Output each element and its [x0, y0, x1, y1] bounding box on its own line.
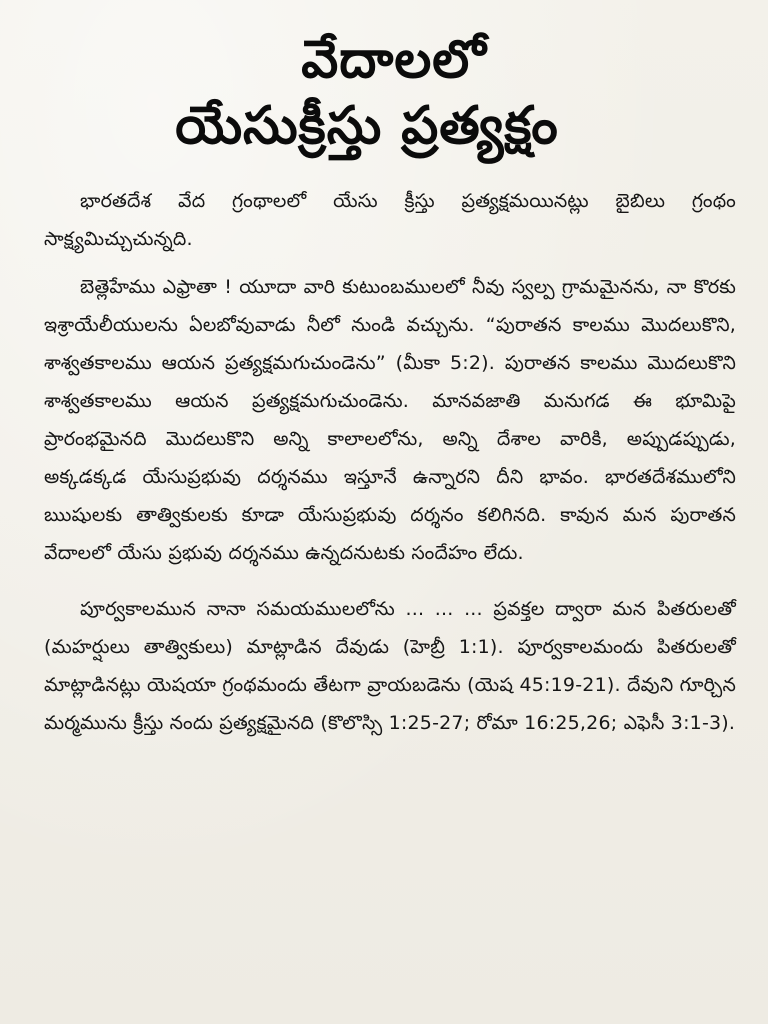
- article-body: [44, 182, 736, 742]
- paragraph-2: బెత్లెహేము ఎఫ్రాతా ! యూదా వారి కుటుంబములలో నీవు స్వల్ప గ్రామమైనను, నా కొరకు ఇశ్రాయేలీయులను ఏలబోవువాడు నీలో నుండి వచ్చును. “పురాతన కాలము మొదలుకొని, శాశ్వతకాలము ఆయన ప్రత్యక్షమగుచుండెను” (మీకా 5:2). పురాతన కాలము మొదలుకొని శాశ్వతకాలము ఆయన ప్రత్యక్షమగుచుండెను. మానవజాతి మనుగడ ఈ భూమిపై ప్రారంభమైనది మొదలుకొని అన్ని కాలాలలోను, అన్ని దేశాల వారికి, అప్పుడప్పుడు, అక్కడక్కడ యేసుప్రభువు దర్శనము ఇస్తూనే ఉన్నారని దీని భావం. భారతదేశములోని ఋషులకు తాత్వికులకు కూడా యేసుప్రభువు దర్శనం కలిగినది. కావున మన పురాతన వేదాలలో యేసు ప్రభువు దర్శనము ఉన్నదనుటకు సందేహం లేదు.: [44, 276, 736, 564]
- article-title: [44, 28, 736, 160]
- title-line-1: వేదాలలో: [301, 30, 487, 90]
- paragraph-1: భారతదేశ వేద గ్రంథాలలో యేసు క్రీస్తు ప్రత్యక్షమయినట్లు బైబిలు గ్రంథం సాక్ష్యమిచ్చుచున్నది.: [44, 190, 736, 250]
- title-line-2: యేసుక్రీస్తు ప్రత్యక్షం: [175, 96, 559, 156]
- paragraph-3: పూర్వకాలమున నానా సమయములలోను ... ... ... ప్రవక్తల ద్వారా మన పితరులతో (మహర్షులు తాత్వికులు) మాట్లాడిన దేవుడు (హెబ్రీ 1:1). పూర్వకాలమందు పితరులతో మాట్లాడినట్లు యెషయా గ్రంథమందు తేటగా వ్రాయబడెను (యెష 45:19-21). దేవుని గూర్చిన మర్మమును క్రీస్తు నందు ప్రత్యక్షమైనది (కొలొస్సి 1:25-27; రోమా 16:25,26; ఎఫెసీ 3:1-3).: [44, 598, 736, 734]
